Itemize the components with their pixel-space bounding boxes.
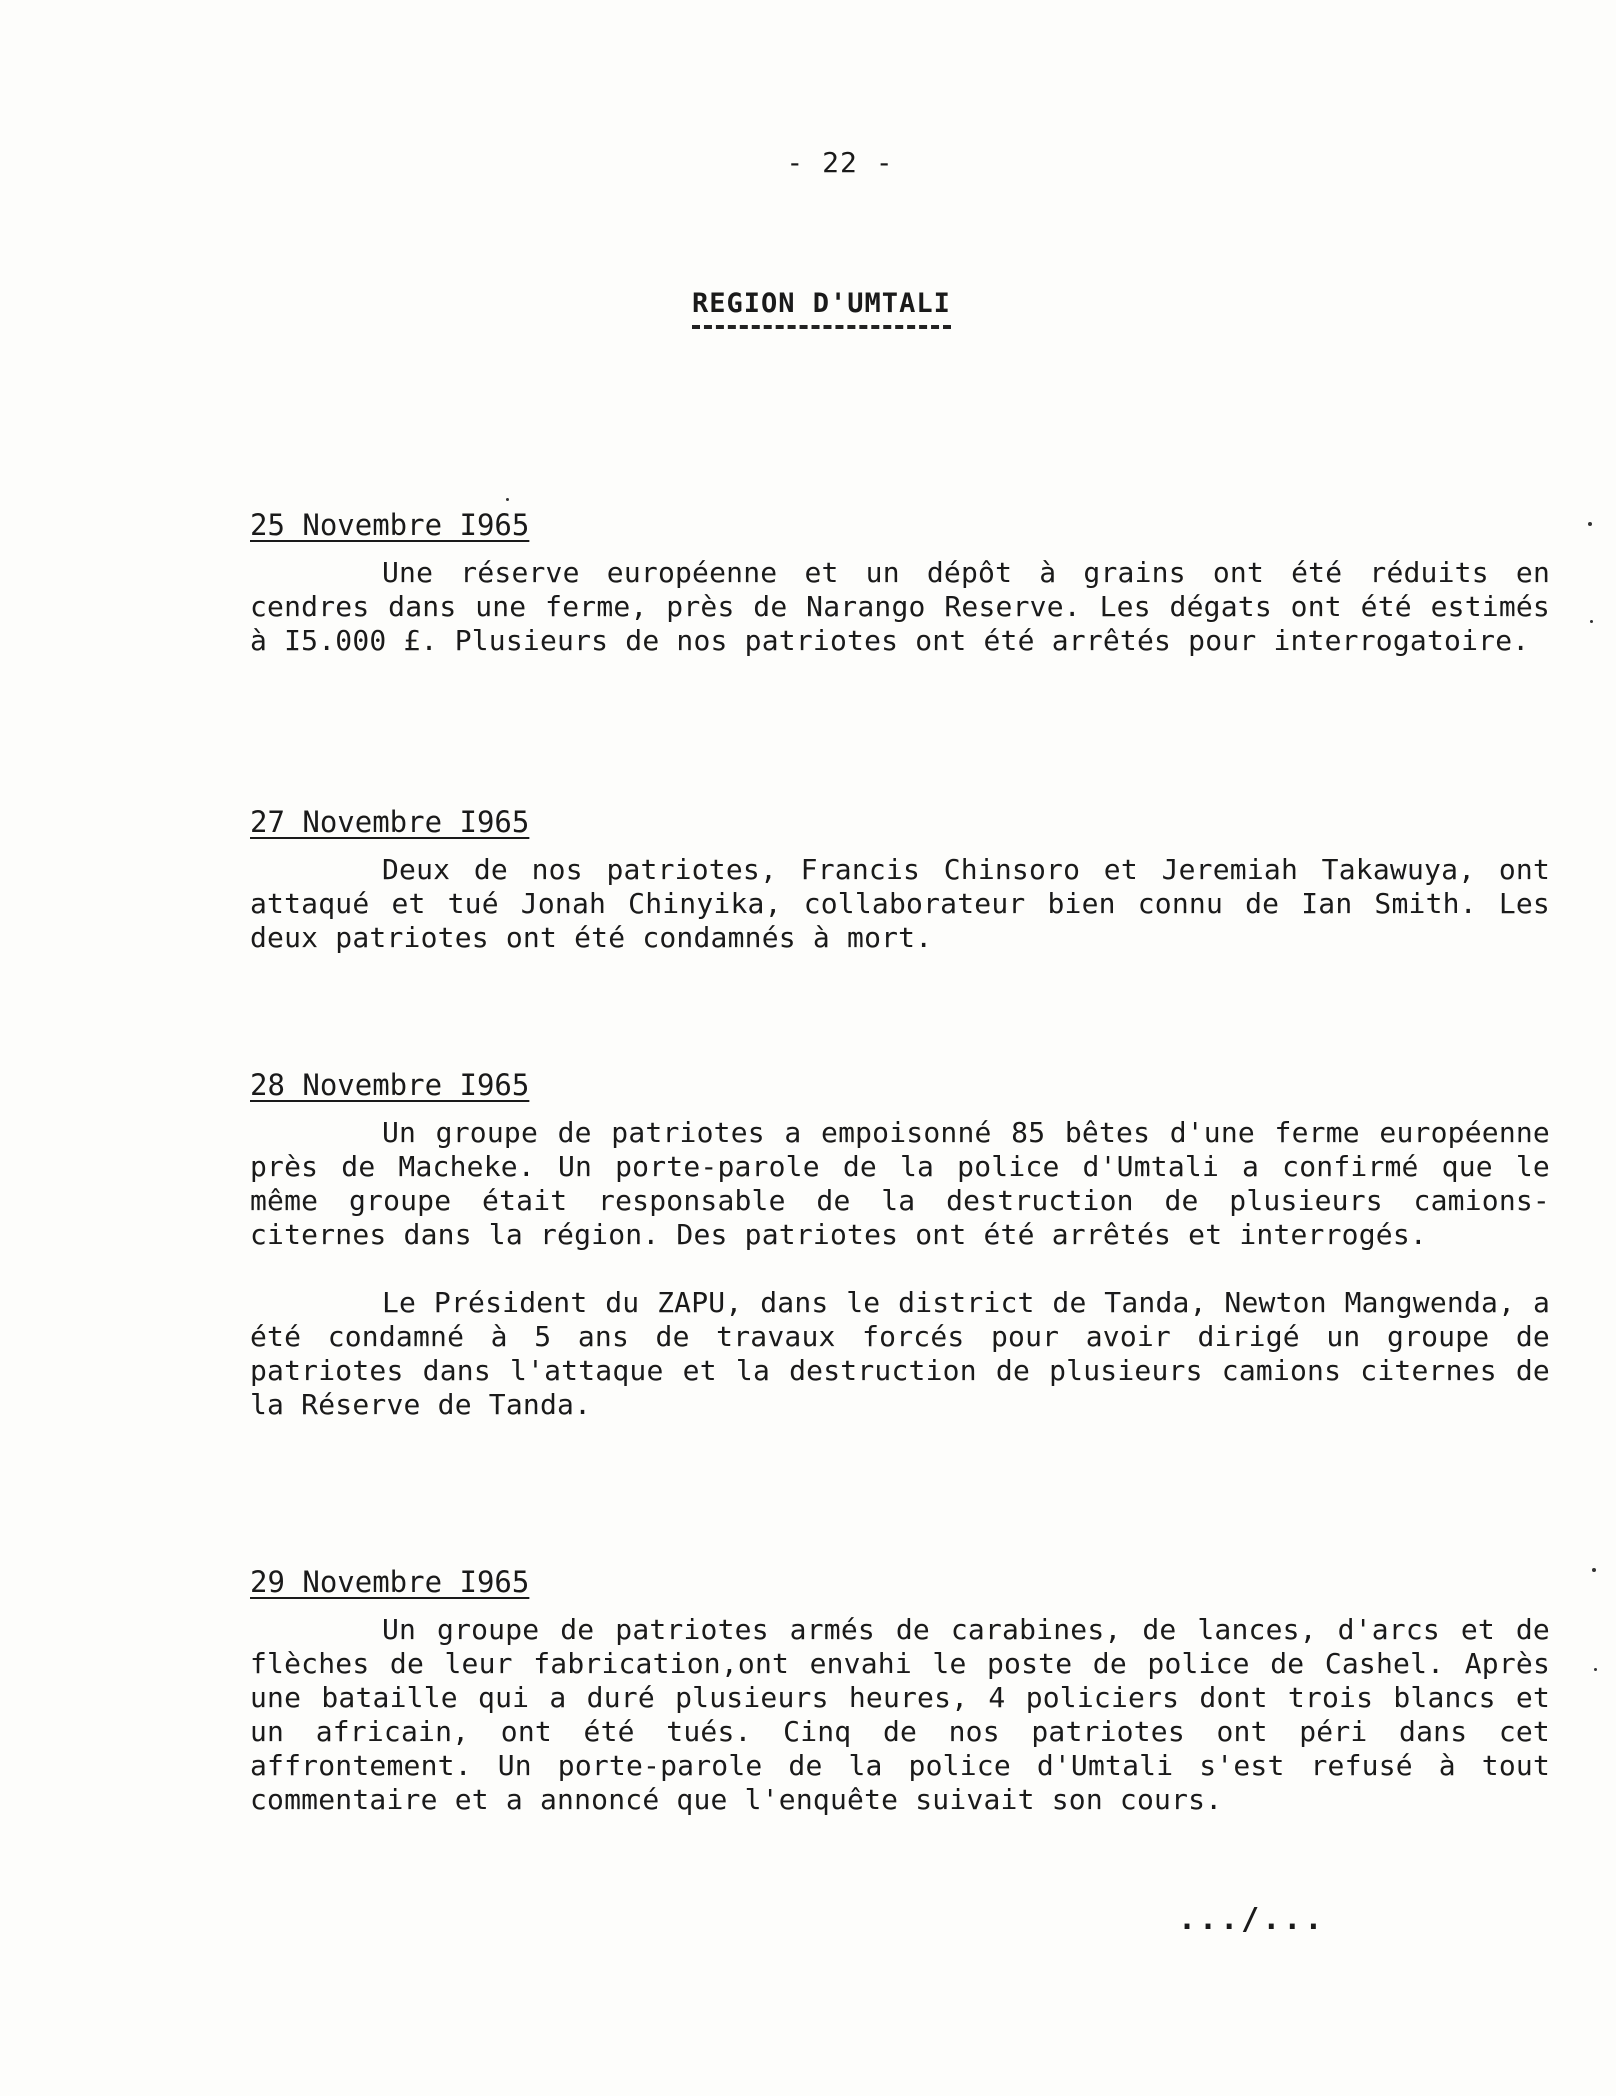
entry-27-novembre	[250, 805, 1550, 955]
entry-paragraph: Un groupe de patriotes armés de carabines, de lances, d'arcs et de flèches de leur fabrication,ont envahi le poste de police de Cashel. Après une bataille qui a duré plusieurs heures, 4 policiers dont trois blancs et un africain, ont été tués. Cinq de nos patriotes ont péri dans cet affrontement. Un porte-parole de la police d'Umtali s'est refusé à tout commentaire et a annoncé que l'enquête suivait son cours.	[250, 1613, 1550, 1816]
entry-date: 27 Novembre I965	[250, 805, 530, 839]
scan-speck	[1592, 1568, 1596, 1572]
scan-speck	[1594, 1668, 1597, 1671]
section-title: REGION D'UMTALI	[692, 288, 951, 329]
scan-speck	[1588, 522, 1592, 526]
scan-speck	[1590, 620, 1593, 623]
entry-25-novembre	[250, 508, 1550, 658]
entry-29-novembre	[250, 1565, 1550, 1817]
entry-paragraph: Un groupe de patriotes a empoisonné 85 bêtes d'une ferme européenne près de Macheke. Un porte-parole de la police d'Umtali a confirmé que le même groupe était responsable de la destruction de plusieurs camions-citernes dans la région. Des patriotes ont été arrêtés et interrogés.	[250, 1116, 1550, 1251]
entry-date: 25 Novembre I965	[250, 508, 530, 542]
entry-date: 29 Novembre I965	[250, 1565, 530, 1599]
entry-date: 28 Novembre I965	[250, 1068, 530, 1102]
entry-paragraph: Deux de nos patriotes, Francis Chinsoro et Jeremiah Takawuya, ont attaqué et tué Jonah Chinyika, collaborateur bien connu de Ian Smith. Les deux patriotes ont été condamnés à mort.	[250, 853, 1550, 954]
continuation-mark: .../...	[1178, 1902, 1326, 1937]
scan-speck	[506, 498, 509, 501]
entry-paragraph: Une réserve européenne et un dépôt à grains ont été réduits en cendres dans une ferme, près de Narango Reserve. Les dégats ont été estimés à I5.000 £. Plusieurs de nos patriotes ont été arrêtés pour interrogatoire.	[250, 556, 1550, 657]
entry-paragraph: Le Président du ZAPU, dans le district de Tanda, Newton Mangwenda, a été condamné à 5 ans de travaux forcés pour avoir dirigé un groupe de patriotes dans l'attaque et la destruction de plusieurs camions citernes de la Réserve de Tanda.	[250, 1286, 1550, 1421]
entry-28-novembre	[250, 1068, 1550, 1422]
page-number: - 22 -	[786, 146, 894, 179]
